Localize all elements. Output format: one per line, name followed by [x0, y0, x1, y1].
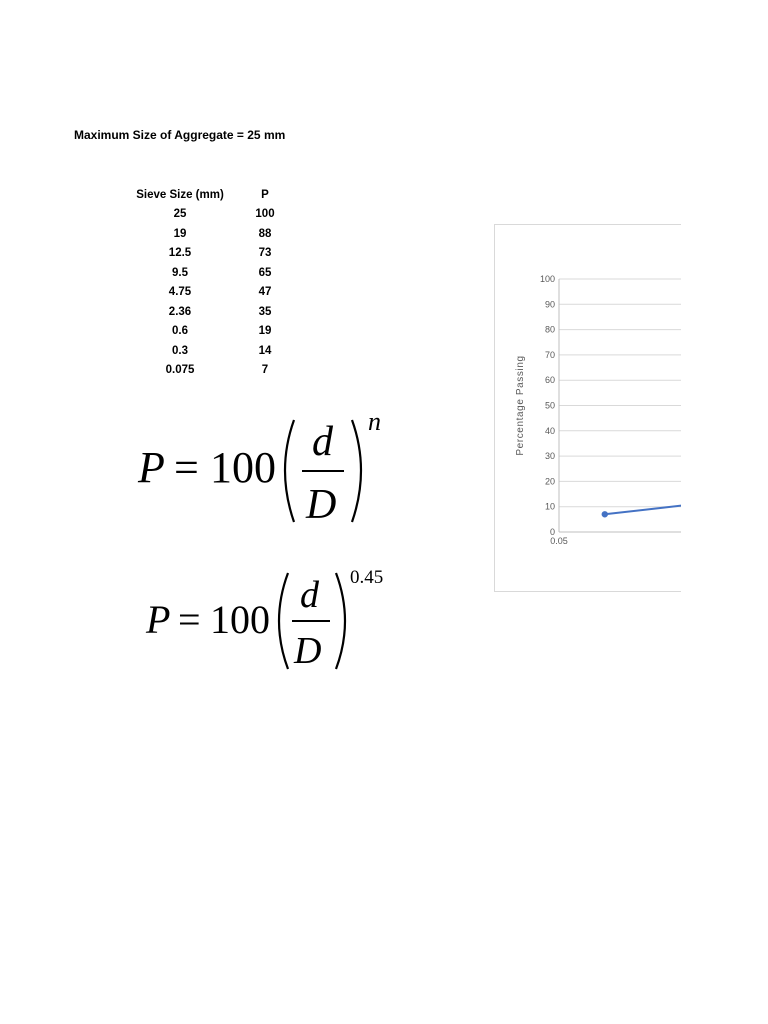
- p-cell: 100: [255, 208, 275, 221]
- p-cell: 35: [258, 305, 272, 318]
- y-tick-label: 40: [544, 425, 555, 436]
- table-row: [130, 244, 300, 264]
- fuller-formula-general: [136, 410, 396, 530]
- formula-denominator: D: [294, 630, 322, 672]
- table-row: [130, 224, 300, 244]
- formula-p-symbol: P: [146, 597, 171, 642]
- right-paren: [352, 420, 361, 522]
- formula-specific-svg: [144, 563, 404, 673]
- y-axis-title: Percentage Passing: [515, 355, 526, 456]
- formula-numerator: d: [312, 419, 333, 465]
- y-tick-label: 10: [544, 501, 555, 512]
- y-tick-label: 70: [544, 349, 555, 360]
- right-paren: [336, 573, 345, 669]
- data-point: [602, 511, 608, 517]
- formula-numerator: d: [300, 574, 319, 616]
- p-cell: 19: [258, 325, 272, 338]
- y-tick-label: 30: [544, 451, 555, 462]
- sieve-size-cell: 9.5: [172, 266, 188, 279]
- header-sieve-size: Sieve Size (mm): [136, 188, 224, 201]
- formula-general-svg: [136, 410, 396, 530]
- formula-denominator: D: [306, 482, 337, 528]
- y-tick-label: 50: [544, 400, 555, 411]
- chart-svg: [495, 225, 681, 591]
- formula-exponent: n: [368, 410, 381, 436]
- p-cell: 65: [258, 266, 272, 279]
- header-p: P: [261, 188, 269, 201]
- y-tick-label: 60: [544, 375, 555, 386]
- series-line: [605, 497, 681, 515]
- sieve-size-cell: 12.5: [168, 247, 192, 260]
- sieve-size-cell: 25: [173, 208, 187, 221]
- sieve-size-cell: 4.75: [168, 286, 192, 299]
- formula-p-symbol: P: [138, 443, 165, 492]
- formula-equals: =: [178, 597, 201, 642]
- formula-coefficient: 100: [210, 597, 270, 642]
- sieve-size-cell: 2.36: [168, 305, 192, 318]
- y-tick-label: 100: [539, 274, 555, 284]
- y-tick-label: 0: [549, 527, 555, 537]
- sieve-size-cell: 0.075: [165, 364, 195, 377]
- table-row: [130, 322, 300, 342]
- y-tick-label: 80: [544, 324, 555, 335]
- table-row: [130, 302, 300, 322]
- table-row: [130, 263, 300, 283]
- y-tick-label: 90: [544, 299, 555, 310]
- x-tick-label: 0.05: [550, 536, 568, 546]
- table-row: [130, 283, 300, 303]
- p-cell: 88: [258, 227, 272, 240]
- left-paren: [285, 420, 294, 522]
- table-row: [130, 205, 300, 225]
- table-header-row: [130, 185, 300, 205]
- p-cell: 73: [258, 247, 272, 260]
- sieve-table: [130, 185, 300, 380]
- p-cell: 7: [261, 364, 269, 377]
- sieve-size-cell: 0.6: [172, 325, 188, 338]
- left-paren: [279, 573, 288, 669]
- p-cell: 14: [258, 344, 272, 357]
- table-row: [130, 361, 300, 381]
- table-row: [130, 341, 300, 361]
- fuller-formula-specific: [144, 563, 404, 673]
- formula-coefficient: 100: [210, 443, 276, 492]
- sieve-size-cell: 0.3: [172, 344, 188, 357]
- page-heading: Maximum Size of Aggregate = 25 mm: [74, 128, 286, 142]
- sieve-size-cell: 19: [173, 227, 187, 240]
- p-cell: 47: [258, 286, 272, 299]
- y-tick-label: 20: [544, 476, 555, 487]
- gradation-chart: [494, 224, 681, 592]
- formula-equals: =: [174, 443, 199, 492]
- formula-exponent: 0.45: [350, 567, 384, 588]
